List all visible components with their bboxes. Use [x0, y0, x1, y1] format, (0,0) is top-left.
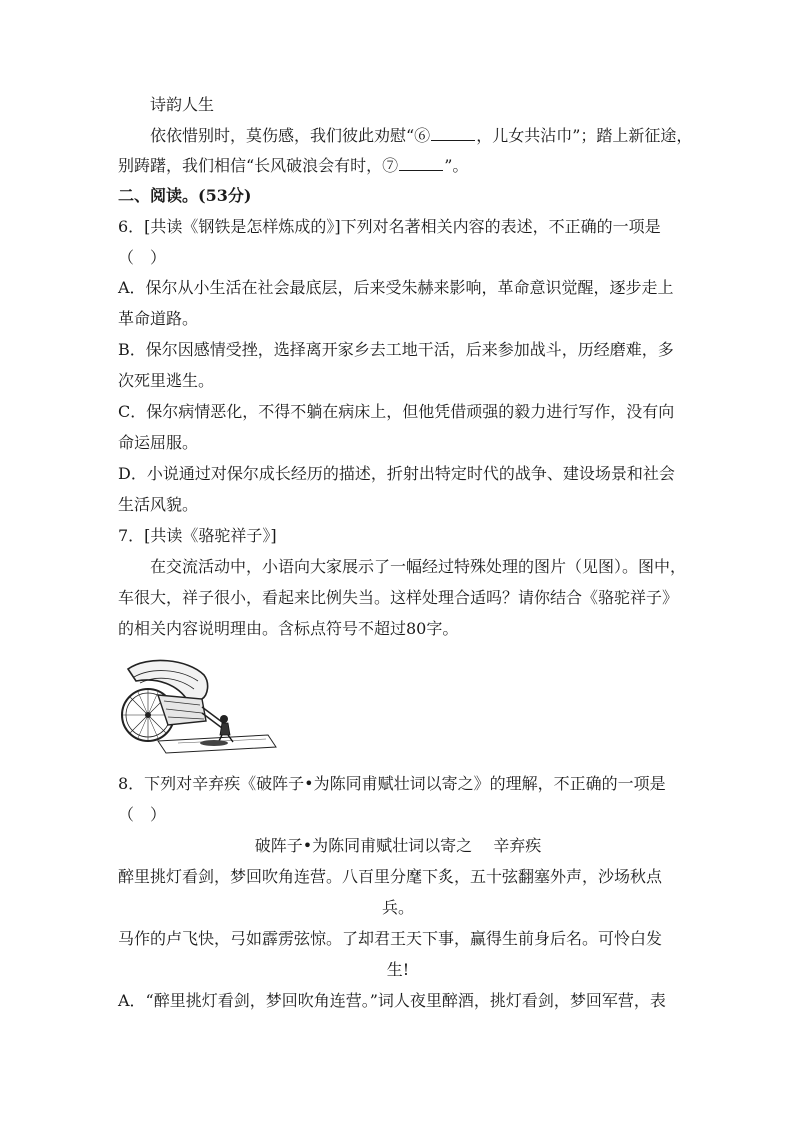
- q6-option-c-line-2: 命运屈服。: [118, 433, 199, 452]
- q7-body-line-3: 的相关内容说明理由。含标点符号不超过80字。: [118, 619, 459, 638]
- poem-fill-line-1: [150, 125, 692, 147]
- q8-poem-line-3: 马作的卢飞快，弓如霹雳弦惊。了却君王天下事，赢得生前身后名。可怜白发: [118, 929, 663, 948]
- q6-stem-line-1: 6．[共读《钢铁是怎样炼成的》]下列对名著相关内容的表述，不正确的一项是: [118, 217, 661, 236]
- section-title-poem: 诗韵人生: [150, 95, 215, 114]
- poem-fill-text-1b: ，儿女共沾巾”；踏上新征途，: [476, 126, 693, 145]
- q6-option-a-line-1: A．保尔从小生活在社会最底层，后来受朱赫来影响，革命意识觉醒，逐步走上: [118, 278, 674, 297]
- q8-option-a-line-1: A．“醉里挑灯看剑，梦回吹角连营。”词人夜里醉酒，挑灯看剑，梦回军营，表: [118, 991, 666, 1010]
- q7-body-line-1: 在交流活动中，小语向大家展示了一幅经过特殊处理的图片（见图）。图中，: [150, 557, 687, 576]
- q8-poem-line-2: 兵。: [381, 898, 414, 917]
- rickshaw-illustration-icon: [118, 655, 278, 755]
- q7-title: 7．[共读《骆驼祥子》]: [118, 526, 277, 545]
- poem-fill-text-2a: 别踌躇，我们相信“长风破浪会有时，⑦: [118, 156, 399, 175]
- q8-stem-line-1: 8．下列对辛弃疾《破阵子•为陈同甫赋壮词以寄之》的理解，不正确的一项是: [118, 774, 666, 793]
- poem-fill-line-2: [118, 155, 468, 177]
- answer-blank-6[interactable]: [431, 126, 475, 141]
- q6-stem-line-2: （ ）: [118, 248, 167, 267]
- section-heading-reading: 二、阅读。(53分): [118, 186, 252, 205]
- q6-option-c-line-1: C．保尔病情恶化，不得不躺在病床上，但他凭借顽强的毅力进行写作，没有向: [118, 402, 675, 421]
- q8-poem-line-1: 醉里挑灯看剑，梦回吹角连营。八百里分麾下炙，五十弦翻塞外声，沙场秋点: [118, 867, 663, 886]
- q6-option-d-line-1: D．小说通过对保尔成长经历的描述，折射出特定时代的战争、建设场景和社会: [118, 464, 675, 483]
- q7-body-line-2: 车很大，祥子很小，看起来比例失当。这样处理合适吗？请你结合《骆驼祥子》: [118, 588, 679, 607]
- q8-poem-line-4: 生!: [386, 960, 410, 979]
- q6-option-a-line-2: 革命道路。: [118, 309, 199, 328]
- answer-blank-7[interactable]: [399, 156, 443, 171]
- poem-fill-text-1a: 依依惜别时，莫伤感，我们彼此劝慰“⑥: [150, 126, 431, 145]
- q8-stem-line-2: （ ）: [118, 805, 167, 824]
- q6-option-d-line-2: 生活风貌。: [118, 495, 199, 514]
- q6-option-b-line-2: 次死里逃生。: [118, 371, 215, 390]
- q6-option-b-line-1: B．保尔因感情受挫，选择离开家乡去工地干活，后来参加战斗，历经磨难，多: [118, 340, 674, 359]
- q8-poem-title: 破阵子•为陈同甫赋壮词以寄之 辛弃疾: [254, 836, 542, 855]
- poem-fill-text-2b: ”。: [444, 156, 469, 175]
